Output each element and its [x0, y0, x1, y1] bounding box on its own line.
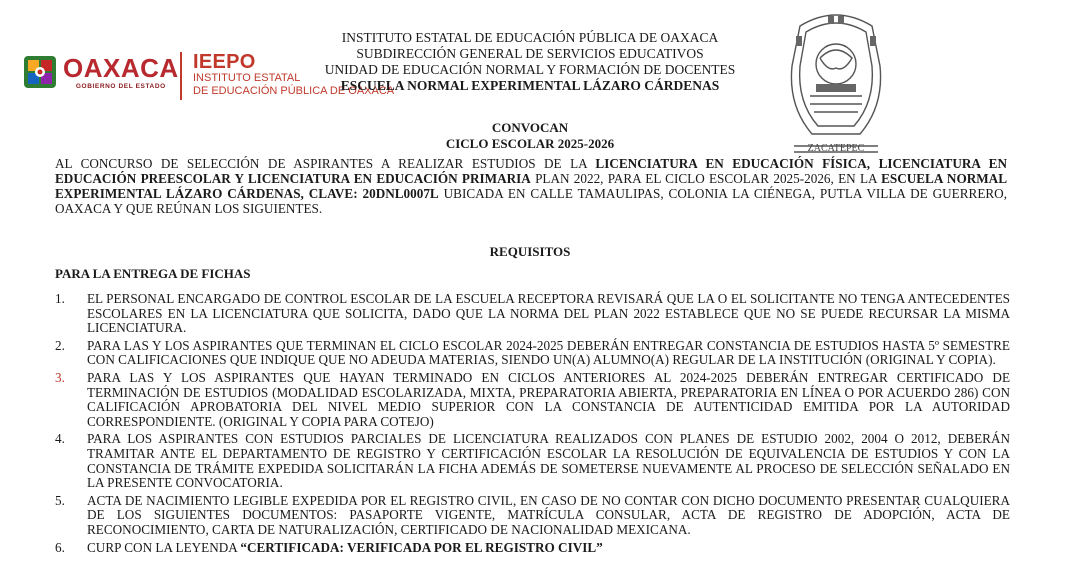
list-item: [55, 432, 1010, 490]
intro-bold-1: LICENCIATURA EN EDUCACIÓN FÍSICA, LICENCIATURA EN EDUCACIÓN PREESCOLAR Y LICENCIATURA EN EDUCACIÓN PRIMARIA: [55, 156, 1007, 186]
section-heading: PARA LA ENTREGA DE FICHAS: [55, 266, 251, 281]
seal-text: ZACATEPEC: [807, 143, 865, 154]
item-number: 6.: [55, 539, 65, 555]
item-number: 2.: [55, 337, 65, 353]
header-line-3: UNIDAD DE EDUCACIÓN NORMAL Y FORMACIÓN DE DOCENTES: [324, 62, 736, 77]
list-item: [55, 371, 1010, 429]
ieepo-title: IEEPO: [193, 51, 256, 73]
item-text: EL PERSONAL ENCARGADO DE CONTROL ESCOLAR DE LA ESCUELA RECEPTORA REVISARÁ QUE LA O EL SOLICITANTE NO TENGA ANTECEDENTES ESCOLARES EN LA LICENCIATURA QUE SOLICITA, DADO QUE LA NORMA DEL PLAN 2022 ESTABLECE QUE NO SE PUEDE RECURSAR LA MISMA LICENCIATURA.: [87, 291, 1010, 336]
intro-text-2: PLAN 2022, PARA EL CICLO ESCOLAR 2025-2026, EN LA: [530, 171, 882, 186]
ciclo-escolar: CICLO ESCOLAR 2025-2026: [445, 136, 615, 151]
item-text: PARA LOS ASPIRANTES CON ESTUDIOS PARCIALES DE LICENCIATURA REALIZADOS CON PLANES DE ESTUDIO 2002, 2004 O 2012, DEBERÁN TRAMITAR ANTE EL DEPARTAMENTO DE REGISTRO Y CERTIFICACIÓN ESCOLAR LA RESOLUCIÓN DE EQUIVALENCIA DE ESTUDIOS Y CON LA CONSTANCIA DE TRÁMITE EXPEDIDA SOLICITARÁN LA FICHA ADEMÁS DE SOMETERSE NUEVAMENTE AL PROCESO DE SELECCIÓN SEÑALADO EN LA PRESENTE CONVOCATORIA.: [87, 431, 1010, 491]
item-text: [87, 541, 1010, 556]
intro-bold-2: ESCUELA NORMAL EXPERIMENTAL LÁZARO CÁRDENAS, CLAVE: 20DNL0007L: [55, 171, 1007, 201]
requisitos-heading: REQUISITOS: [489, 244, 571, 259]
item-text: PARA LAS Y LOS ASPIRANTES QUE HAYAN TERMINADO EN CICLOS ANTERIORES AL 2024-2025 DEBERÁN ENTREGAR CERTIFICADO DE TERMINACIÓN DE ESTUDIOS (MODALIDAD ESCOLARIZADA, MIXTA, PREPARATORIA ABIERTA, PREPARATORIA EN LÍNEA O POR ACUERDO 286) CON CALIFICACIÓN APROBATORIA DEL NIVEL MEDIO SUPERIOR CON LA CONSTANCIA DE AUTENTICIDAD EMITIDA POR LA AUTORIDAD CORRESPONDIENTE. (ORIGINAL Y COPIA PARA COTEJO): [87, 369, 1010, 429]
oaxaca-logo: [22, 52, 179, 92]
requirements-list: [55, 292, 1010, 558]
header-line-4: ESCUELA NORMAL EXPERIMENTAL LÁZARO CÁRDENAS: [340, 78, 720, 93]
convocan-title: CONVOCAN: [491, 120, 569, 135]
ieepo-line-1: INSTITUTO ESTATAL: [193, 72, 301, 84]
item-number: 1.: [55, 291, 65, 306]
ieepo-line-2: DE EDUCACIÓN PÚBLICA DE OAXACA: [193, 85, 395, 97]
header-line-2: SUBDIRECCIÓN GENERAL DE SERVICIOS EDUCATIVOS: [356, 46, 704, 61]
oaxaca-subtitle: GOBIERNO DEL ESTADO: [75, 82, 166, 90]
item-number: 3.: [55, 369, 65, 385]
list-item: [55, 494, 1010, 538]
oaxaca-emblem-icon: [22, 52, 58, 92]
intro-text-1: AL CONCURSO DE SELECCIÓN DE ASPIRANTES A REALIZAR ESTUDIOS DE LA: [55, 156, 596, 171]
item-number: 4.: [55, 431, 65, 447]
list-item: [55, 292, 1010, 336]
school-seal-icon: [780, 6, 892, 158]
list-item: [55, 339, 1010, 368]
intro-text-3: UBICADA EN CALLE TAMAULIPAS, COLONIA LA CIÉNEGA, PUTLA VILLA DE GUERRERO, OAXACA Y QUE REÚNAN LOS SIGUIENTES.: [55, 186, 1007, 216]
item-text: ACTA DE NACIMIENTO LEGIBLE EXPEDIDA POR EL REGISTRO CIVIL, EN CASO DE NO CONTAR CON DICHO DOCUMENTO PRESENTAR CUALQUIERA DE LOS SIGUIENTES DOCUMENTOS: PASAPORTE VIGENTE, MATRÍCULA CONSULAR, ACTA DE REGISTRO DE ADOPCIÓN, ACTA DE RECONOCIMIENTO, CARTA DE NATURALIZACIÓN, CERTIFICADO DE NACIONALIDAD MEXICANA.: [87, 492, 1010, 537]
intro-paragraph: [55, 156, 1007, 216]
oaxaca-wordmark: OAXACA: [63, 52, 179, 83]
item-number: 5.: [55, 492, 65, 508]
header-line-1: INSTITUTO ESTATAL DE EDUCACIÓN PÚBLICA DE OAXACA: [341, 30, 719, 45]
item-text: PARA LAS Y LOS ASPIRANTES QUE TERMINAN EL CICLO ESCOLAR 2024-2025 DEBERÁN ENTREGAR CONSTANCIA DE ESTUDIOS HASTA 5º SEMESTRE CON CALIFICACIONES QUE INDIQUE QUE NO ADEUDA MATERIAS, SIENDO UN(A) ALUMNO(A) REGULAR DE LA INSTITUCIÓN (ORIGINAL Y COPIA).: [87, 337, 1010, 368]
logo-divider: [180, 52, 182, 100]
item-text-plain: CURP CON LA LEYENDA: [87, 539, 241, 555]
list-item: [55, 541, 1010, 556]
item-text-bold: “CERTIFICADA: VERIFICADA POR EL REGISTRO CIVIL”: [240, 539, 603, 555]
